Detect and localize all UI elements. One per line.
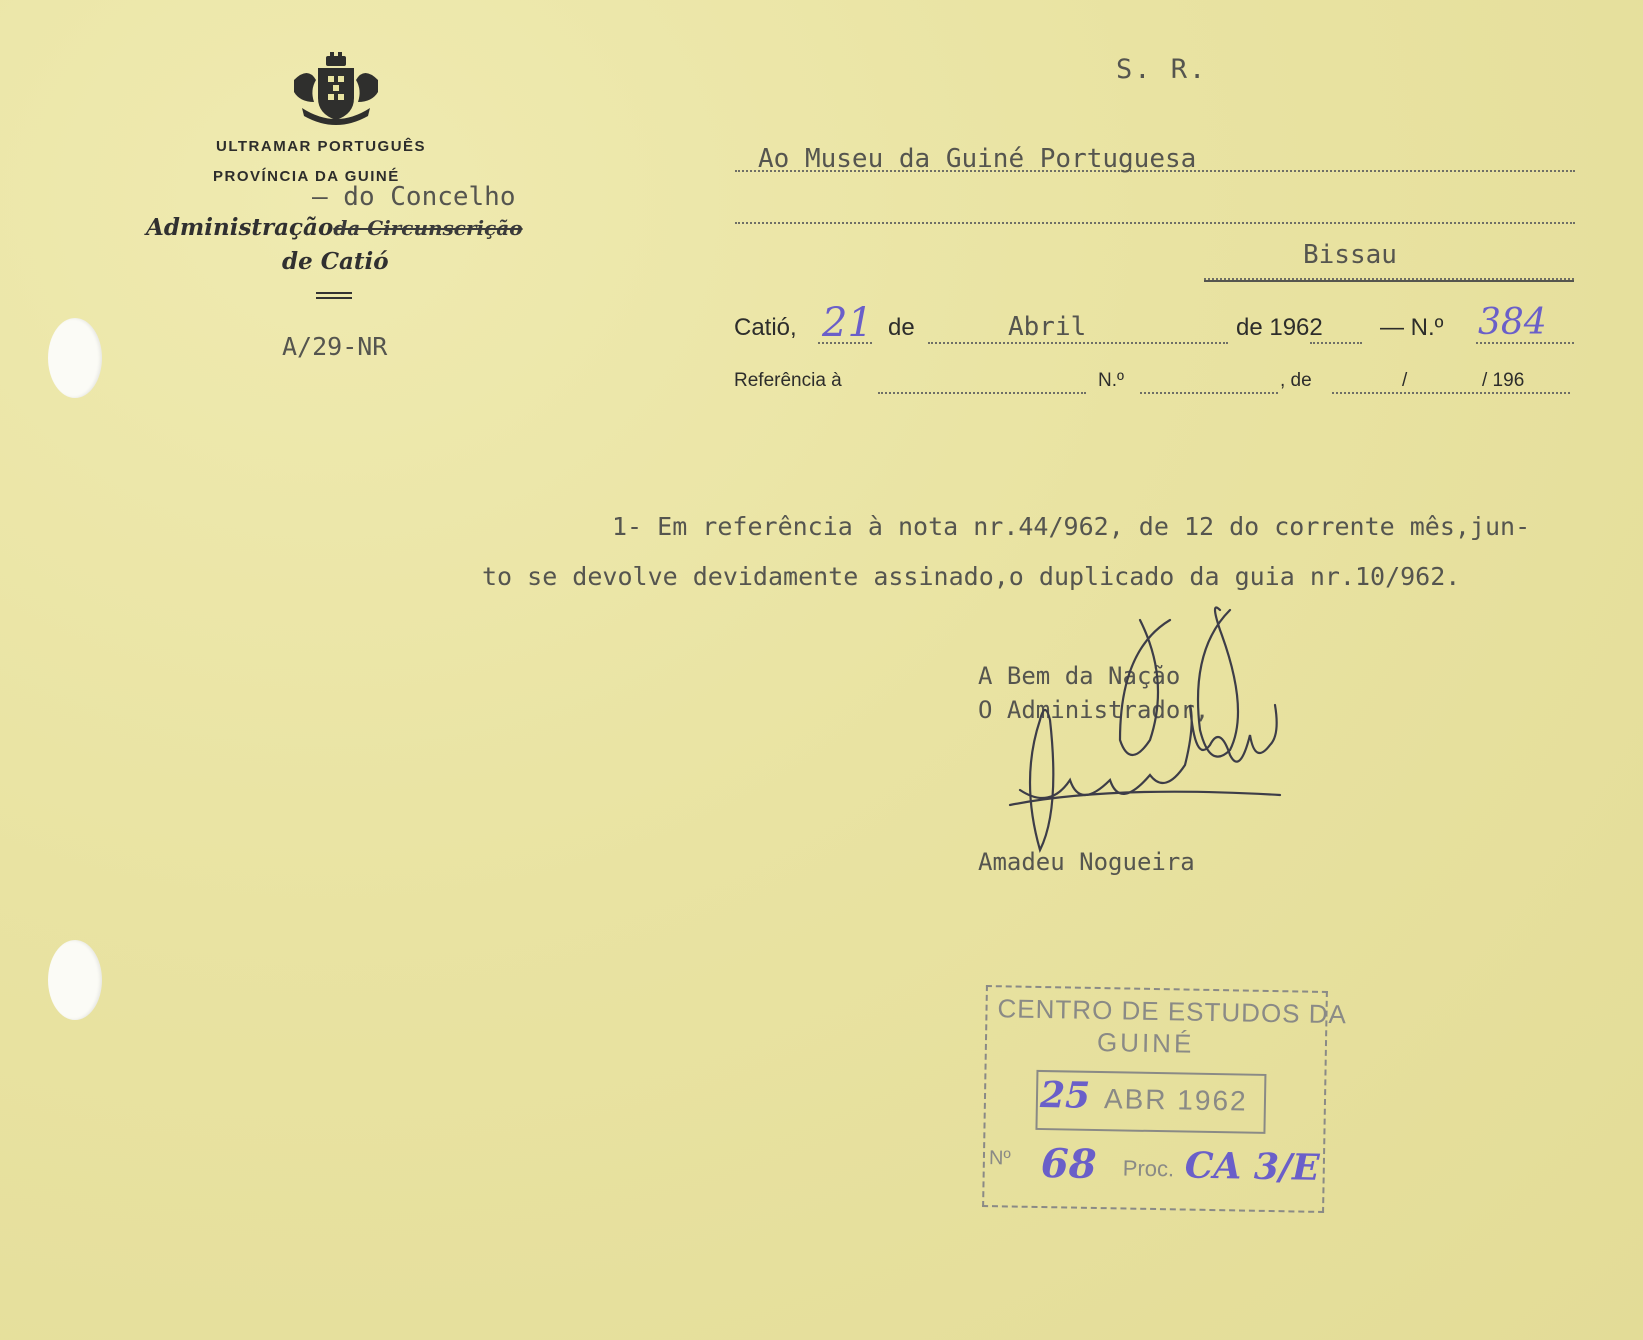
stamp-date-day: 25 [1039, 1073, 1091, 1117]
coat-of-arms-icon [288, 52, 384, 132]
city: Bissau [1303, 240, 1397, 270]
admin-struck-text: da Circunscrição [333, 216, 523, 240]
addressee: Ao Museu da Guiné Portuguesa [758, 144, 1197, 174]
date-day: 21 [822, 300, 873, 346]
reference-field [878, 372, 1086, 394]
reference-slash: / [1402, 370, 1409, 391]
letterhead-divider [316, 292, 352, 299]
letterhead-admin-place: de Catió [282, 248, 389, 275]
letterhead-line-1: ULTRAMAR PORTUGUÊS [216, 138, 427, 155]
document-number: 384 [1478, 302, 1547, 343]
letterhead-admin-line [146, 214, 523, 241]
date-month: Abril [1008, 312, 1087, 342]
date-place: Catió, [734, 314, 797, 341]
reference-de-label: , de [1280, 370, 1312, 391]
stamp-no-value: 68 [1040, 1140, 1097, 1188]
signer-name: Amadeu Nogueira [978, 848, 1195, 876]
number-label: — N.º [1380, 314, 1444, 341]
stamp-no-label: Nº [988, 1147, 1011, 1170]
sr-header: S. R. [1116, 54, 1208, 85]
admin-prefix: Administração [146, 214, 334, 241]
body-line-2: to se devolve devidamente assinado,o duplicado da guia nr.10/962. [482, 562, 1461, 591]
letterhead-line-2: PROVÍNCIA DA GUINÉ [213, 168, 400, 185]
stamp-proc-value: CA 3/E [1184, 1144, 1320, 1189]
reference-n-field [1140, 372, 1278, 394]
address-line-2 [735, 200, 1575, 224]
closing-line-2: O Administrador, [978, 696, 1210, 724]
reference-code: A/29-NR [282, 332, 388, 361]
year-field [1310, 318, 1362, 344]
city-line [1204, 254, 1574, 280]
punch-hole-top [48, 318, 102, 398]
punch-hole-bottom [48, 940, 102, 1020]
date-year: de 1962 [1236, 314, 1323, 341]
city-underline [1204, 280, 1574, 282]
letterhead-typed-insert: — do Concelho [312, 182, 516, 212]
stamp-line-1: CENTRO DE ESTUDOS DA [997, 993, 1348, 1030]
reference-label: Referência à [734, 370, 842, 391]
reference-n-label: N.º [1098, 370, 1124, 391]
stamp-line-2: GUINÉ [1096, 1026, 1195, 1059]
reference-date-field [1332, 372, 1570, 394]
signature [1000, 600, 1290, 870]
date-de: de [888, 314, 915, 341]
reference-year: / 196 [1482, 370, 1525, 391]
archive-stamp [982, 985, 1348, 1213]
stamp-date-rest: ABR 1962 [1103, 1083, 1248, 1117]
stamp-proc-label: Proc. [1122, 1155, 1175, 1182]
body-line-1: 1- Em referência à nota nr.44/962, de 12 do corrente mês,jun- [612, 512, 1531, 541]
closing-line-1: A Bem da Nação [978, 662, 1181, 690]
